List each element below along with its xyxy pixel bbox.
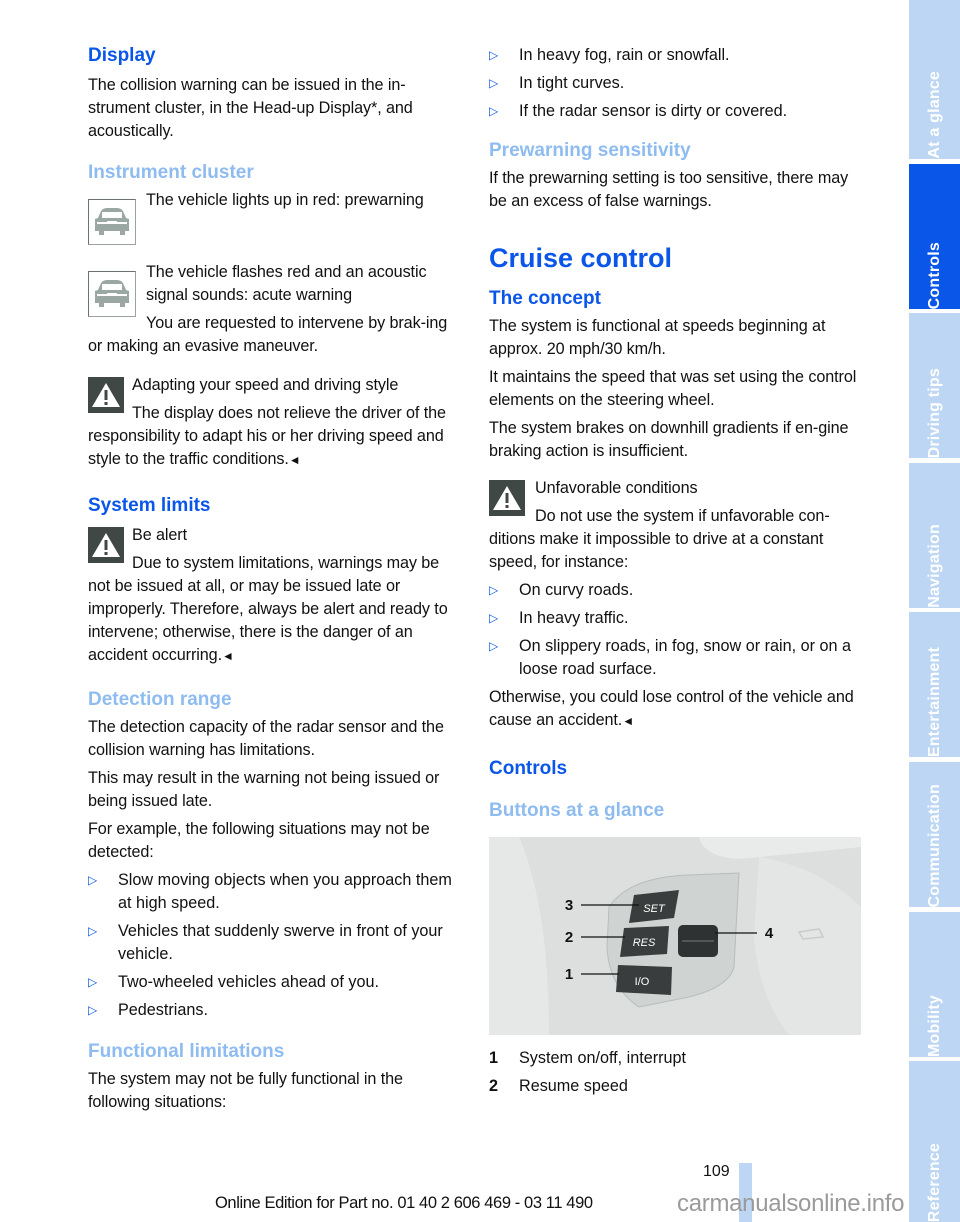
list-item (489, 44, 865, 67)
tab-entertainment[interactable] (909, 612, 960, 757)
tab-label: Navigation (925, 524, 943, 608)
instrument-cluster-prewarning-text: The vehicle lights up in red: prewarning (146, 191, 424, 209)
bullet-triangle-icon: ▷ (88, 924, 98, 938)
list-item-text: Two-wheeled vehicles ahead of you. (118, 973, 379, 991)
tab-label: Entertainment (925, 646, 943, 757)
tab-label: Driving tips (925, 367, 943, 458)
buttons-legend (489, 1047, 865, 1098)
warning-body (88, 552, 464, 668)
warning-adapting-speed (88, 374, 464, 472)
list-item-text: In heavy traffic. (519, 609, 629, 627)
instrument-cluster-intervene-text: You are requested to intervene by brak-ing or making an evasive maneuver. (88, 314, 448, 355)
watermark-link[interactable]: carmanualsonline.info (677, 1190, 905, 1217)
right-column (489, 44, 865, 1103)
tab-reference[interactable] (909, 1061, 960, 1222)
tab-label: Communication (925, 783, 943, 907)
callout-2: 2 (564, 929, 574, 946)
tab-label: At a glance (925, 71, 943, 159)
instrument-cluster-item-2 (88, 261, 464, 358)
res-button-label: RES (632, 937, 656, 949)
car-icon (88, 271, 136, 317)
left-column (88, 44, 464, 1119)
bullet-triangle-icon: ▷ (489, 639, 499, 653)
section-heading-detection-range: Detection range (88, 689, 232, 710)
list-item-text: If the radar sensor is dirty or covered. (519, 102, 788, 120)
end-mark: ◄ (622, 714, 634, 728)
legend-text: System on/off, interrupt (519, 1049, 687, 1067)
legend-number: 1 (489, 1049, 499, 1067)
concept-p2: It maintains the speed that was set using the control elements on the steering wheel. (489, 368, 857, 409)
list-item-text: Pedestrians. (118, 1001, 208, 1019)
list-item-text: On slippery roads, in fog, snow or rain, or on a loose road surface. (519, 637, 852, 678)
section-heading-functional-limitations: Functional limitations (88, 1041, 285, 1062)
tab-navigation[interactable] (909, 463, 960, 608)
tab-at-a-glance[interactable] (909, 0, 960, 159)
end-mark: ◄ (288, 453, 301, 467)
list-item (489, 100, 865, 123)
instrument-cluster-item-1 (88, 189, 464, 247)
section-heading-display: Display (88, 45, 156, 66)
list-item (489, 635, 865, 681)
concept-p1: The system is functional at speeds beginning at approx. 20 mph/30 km/h. (489, 317, 826, 358)
edition-footer: Online Edition for Part no. 01 40 2 606 469 - 03 11 490 (215, 1194, 593, 1212)
list-item (88, 920, 464, 966)
warning-body-text: The display does not relieve the driver of the responsibility to adapt his or her driving speed and style to the traffic conditions. (88, 404, 446, 468)
limitations-list (489, 44, 865, 123)
section-heading-system-limits: System limits (88, 495, 211, 516)
callout-3: 3 (564, 897, 574, 914)
list-item-text: In heavy fog, rain or snowfall. (519, 46, 730, 64)
list-item (88, 999, 464, 1022)
tab-label: Reference (925, 1142, 943, 1222)
concept-p3: The system brakes on downhill gradients if en-gine braking action is insufficient. (489, 419, 849, 460)
page-number: 109 (703, 1163, 730, 1180)
warning-body (88, 402, 464, 472)
steering-wheel-buttons-figure (489, 837, 861, 1035)
bullet-triangle-icon: ▷ (489, 611, 499, 625)
prewarning-sensitivity-body: If the prewarning setting is too sensitive, there may be an excess of false warnings. (489, 169, 849, 210)
section-heading-prewarning-sensitivity: Prewarning sensitivity (489, 140, 691, 161)
tab-label: Mobility (925, 994, 943, 1057)
section-heading-buttons-at-a-glance: Buttons at a glance (489, 800, 665, 821)
list-item (489, 607, 865, 630)
bullet-triangle-icon: ▷ (88, 873, 98, 887)
legend-text: Resume speed (519, 1077, 628, 1095)
legend-number: 2 (489, 1077, 499, 1095)
tab-communication[interactable] (909, 762, 960, 907)
instrument-cluster-acute-text: The vehicle flashes red and an acoustic signal sounds: acute warning (146, 263, 427, 304)
bullet-triangle-icon: ▷ (489, 48, 499, 62)
warning-title: Be alert (132, 526, 187, 544)
detection-range-list (88, 869, 464, 1022)
warning-title: Unfavorable conditions (535, 479, 698, 497)
tab-driving-tips[interactable] (909, 313, 960, 458)
bullet-triangle-icon: ▷ (489, 76, 499, 90)
warning-triangle-icon (489, 480, 525, 516)
list-item (489, 72, 865, 95)
warning-title: Adapting your speed and driving style (132, 376, 399, 394)
unfavorable-after-text: Otherwise, you could lose control of the vehicle and cause an accident. (489, 688, 854, 729)
warning-be-alert (88, 524, 464, 668)
list-item-text: On curvy roads. (519, 581, 634, 599)
chapter-tabs-sidebar (902, 0, 960, 1222)
tab-label: Controls (925, 241, 943, 309)
set-button-label: SET (643, 903, 665, 915)
warning-triangle-icon (88, 527, 124, 563)
end-mark: ◄ (221, 649, 234, 663)
list-item-text: In tight curves. (519, 74, 625, 92)
warning-triangle-icon (88, 377, 124, 413)
onoff-button-label: I/O (634, 976, 650, 988)
warning-unfavorable-conditions (489, 477, 865, 574)
list-item (88, 971, 464, 994)
warning-body-text: Due to system limitations, warnings may be not be issued at all, or may be issued late or improperly. Therefore, always be alert and ready to intervene; otherwise, there is the danger of an accident occurring. (88, 554, 448, 664)
bullet-triangle-icon: ▷ (489, 104, 499, 118)
callout-4: 4 (764, 925, 774, 942)
legend-item (489, 1047, 865, 1070)
warning-body: Do not use the system if unfavorable con-ditions make it impossible to drive at a constant speed, for instance: (489, 507, 830, 571)
chapter-title-cruise-control: Cruise control (489, 243, 673, 273)
bullet-triangle-icon: ▷ (489, 583, 499, 597)
tab-controls[interactable] (909, 164, 960, 309)
detection-range-p3: For example, the following situations may not be detected: (88, 820, 430, 861)
legend-item (489, 1075, 865, 1098)
section-heading-instrument-cluster: Instrument cluster (88, 162, 254, 183)
detection-range-p1: The detection capacity of the radar sensor and the collision warning has limitations. (88, 718, 444, 759)
section-heading-the-concept: The concept (489, 288, 601, 309)
bullet-triangle-icon: ▷ (88, 975, 98, 989)
tab-mobility[interactable] (909, 912, 960, 1057)
car-icon (88, 199, 136, 245)
unfavorable-conditions-list (489, 579, 865, 681)
display-body: The collision warning can be issued in the in-strument cluster, in the Head-up Display*, and acoustically. (88, 76, 413, 140)
unfavorable-after (489, 686, 865, 733)
steering-wheel-illustration (489, 837, 861, 1035)
list-item (489, 579, 865, 602)
list-item-text: Slow moving objects when you approach them at high speed. (118, 871, 452, 912)
functional-limitations-body: The system may not be fully functional in the following situations: (88, 1070, 403, 1111)
list-item (88, 869, 464, 915)
bullet-triangle-icon: ▷ (88, 1003, 98, 1017)
detection-range-p2: This may result in the warning not being issued or being issued late. (88, 769, 440, 810)
section-heading-controls: Controls (489, 758, 568, 779)
callout-1: 1 (564, 966, 574, 983)
list-item-text: Vehicles that suddenly swerve in front of your vehicle. (118, 922, 443, 963)
